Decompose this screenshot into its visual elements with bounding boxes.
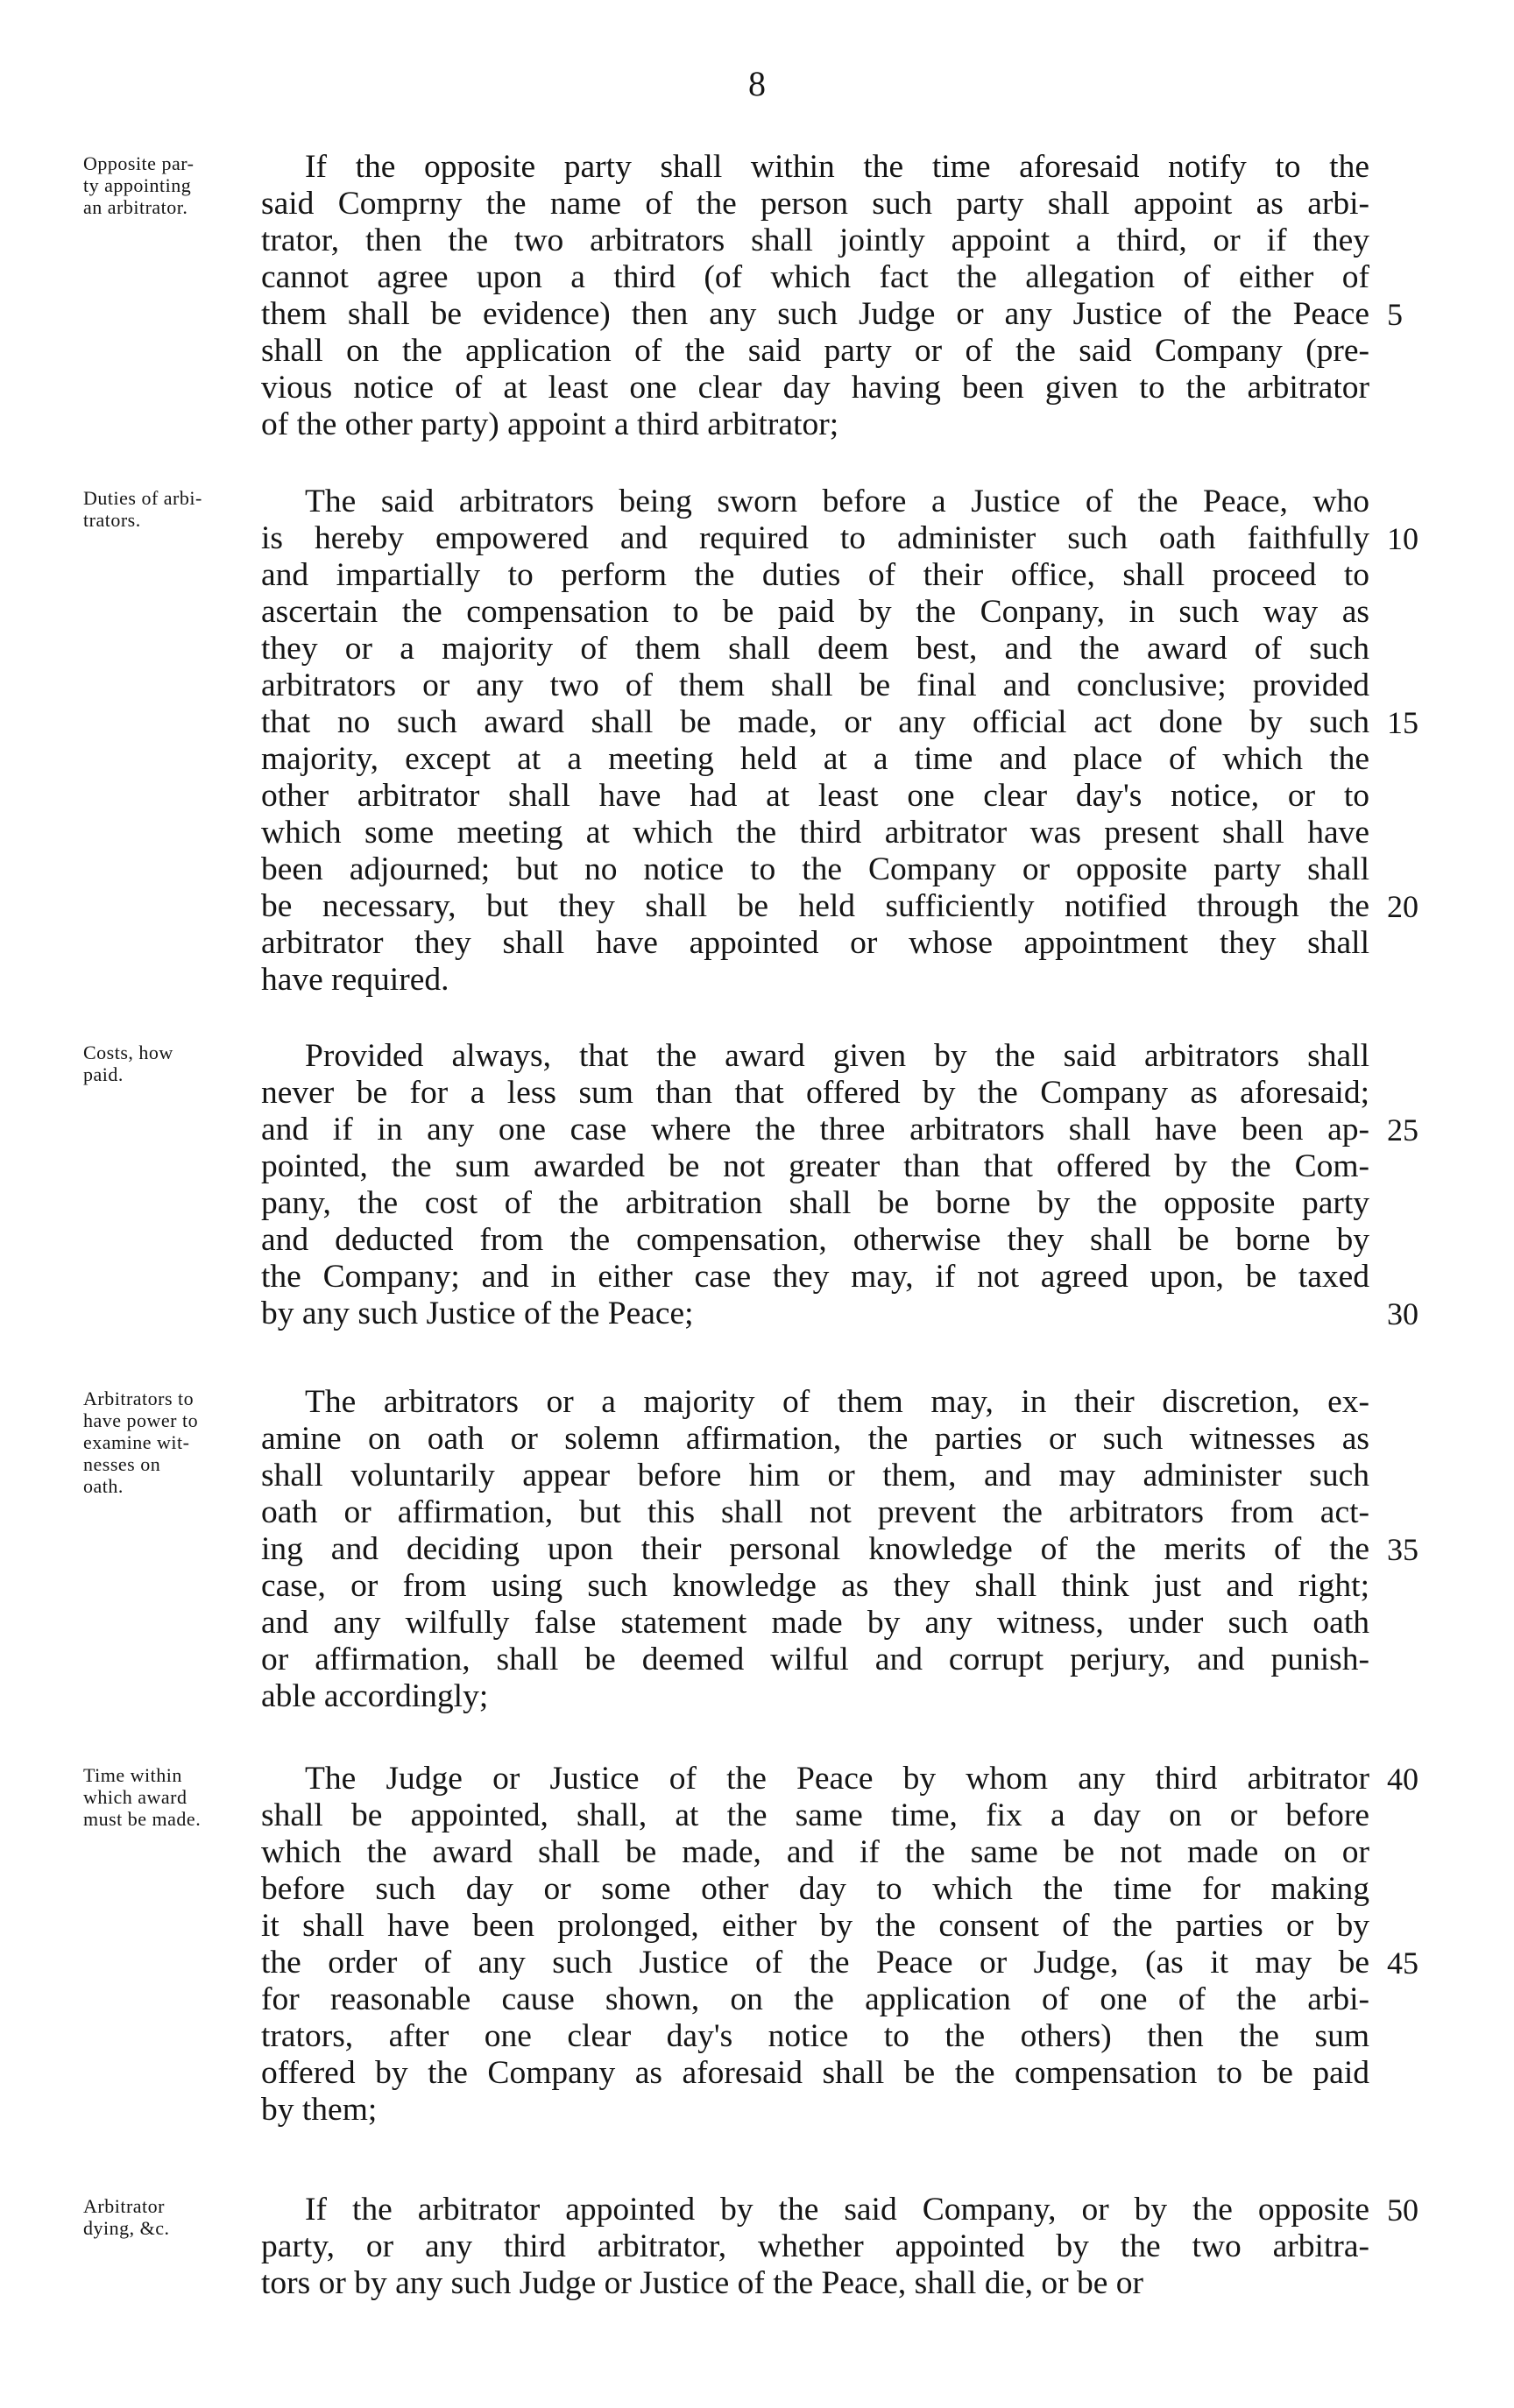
line-text: If the opposite party shall within the time aforesaid notify to the — [305, 149, 1369, 185]
text-line — [261, 2228, 1369, 2265]
text-line — [261, 667, 1369, 704]
marginal-note-line: Opposite par- — [83, 152, 195, 174]
marginal-note — [83, 1388, 258, 1497]
text-line — [261, 962, 1369, 999]
marginal-note — [83, 2195, 258, 2239]
line-text: or affirmation, shall be deemed wilful and corrupt perjury, and punish- — [261, 1642, 1369, 1677]
text-line — [261, 149, 1369, 186]
line-number: 15 — [1387, 705, 1418, 740]
text-line — [261, 704, 1418, 741]
line-text: that no such award shall be made, or any official act done by such — [261, 704, 1369, 740]
text-line — [261, 2018, 1369, 2055]
text-line — [261, 222, 1369, 259]
text-line — [261, 1222, 1369, 1259]
text-line — [261, 1531, 1418, 1568]
line-text: the Company; and in either case they may, if not agreed upon, be taxed — [261, 1259, 1369, 1295]
line-number: 20 — [1387, 889, 1418, 924]
line-text: and if in any one case where the three arbitrators shall have been ap- — [261, 1112, 1369, 1148]
line-text: by them; — [261, 2092, 378, 2128]
marginal-note-line: Duties of arbi- — [83, 487, 202, 509]
text-line — [261, 778, 1369, 815]
text-line — [261, 1296, 1418, 1332]
line-text: Provided always, that the award given by the said arbitrators shall — [305, 1038, 1369, 1074]
paragraph — [261, 1038, 1418, 1332]
text-line — [261, 1038, 1369, 1075]
text-line — [261, 1945, 1418, 1981]
text-line — [261, 631, 1369, 667]
text-line — [261, 484, 1369, 520]
line-text: arbitrators or any two of them shall be final and conclusive; provided — [261, 667, 1369, 703]
page-number: 8 — [748, 64, 766, 103]
text-line — [261, 333, 1369, 370]
line-text: If the arbitrator appointed by the said Company, or by the opposite — [305, 2192, 1369, 2228]
section — [0, 1038, 1514, 1332]
text-line — [261, 1642, 1369, 1678]
marginal-note-line: dying, &c. — [83, 2217, 170, 2239]
line-number: 10 — [1387, 521, 1418, 556]
text-line — [261, 741, 1369, 778]
section — [0, 484, 1514, 999]
line-text: been adjourned; but no notice to the Company or opposite party shall — [261, 851, 1369, 887]
line-text: ascertain the compensation to be paid by the Conpany, in such way as — [261, 594, 1369, 630]
text-line — [261, 1568, 1369, 1605]
text-line — [261, 1834, 1369, 1871]
paragraph — [261, 149, 1403, 443]
paragraph — [261, 484, 1418, 999]
marginal-note-line: have power to — [83, 1409, 199, 1431]
line-number: 35 — [1387, 1532, 1418, 1567]
text-line — [261, 1259, 1369, 1296]
line-text: The Judge or Justice of the Peace by whom any third arbitrator — [305, 1761, 1369, 1797]
text-line — [261, 815, 1369, 851]
line-text: and deducted from the compensation, otherwise they shall be borne by — [261, 1222, 1369, 1258]
text-line — [261, 2265, 1369, 2302]
line-text: trator, then the two arbitrators shall jointly appoint a third, or if they — [261, 222, 1369, 258]
line-text: never be for a less sum than that offered by the Company as aforesaid; — [261, 1075, 1369, 1111]
marginal-note-line: Costs, how — [83, 1042, 173, 1063]
text-line — [261, 1421, 1369, 1458]
section — [0, 149, 1514, 443]
text-line — [261, 1908, 1369, 1945]
section — [0, 2192, 1514, 2302]
marginal-note-line: oath. — [83, 1475, 124, 1497]
text-line — [261, 1458, 1369, 1494]
line-text: able accordingly; — [261, 1678, 489, 1714]
text-line — [261, 1494, 1369, 1531]
text-line — [261, 259, 1369, 296]
line-text: have required. — [261, 962, 449, 998]
text-line — [261, 888, 1418, 925]
line-text: tors or by any such Judge or Justice of the Peace, shall die, or be or — [261, 2265, 1144, 2301]
line-text: shall be appointed, shall, at the same time, fix a day on or before — [261, 1797, 1369, 1833]
line-number: 50 — [1387, 2193, 1418, 2228]
marginal-note-line: examine wit- — [83, 1431, 190, 1453]
line-text: by any such Justice of the Peace; — [261, 1296, 694, 1331]
line-number: 25 — [1387, 1112, 1418, 1148]
paragraph — [261, 2192, 1418, 2302]
marginal-note — [83, 487, 258, 531]
text-line — [261, 2055, 1369, 2092]
text-line — [261, 1148, 1369, 1185]
paragraph — [261, 1761, 1418, 2129]
text-line — [261, 1871, 1369, 1908]
line-text: for reasonable cause shown, on the application of one of the arbi- — [261, 1981, 1369, 2017]
section — [0, 1384, 1514, 1715]
line-text: case, or from using such knowledge as they shall think just and right; — [261, 1568, 1369, 1604]
text-line — [261, 925, 1369, 962]
text-line — [261, 1678, 1369, 1715]
line-text: arbitrator they shall have appointed or whose appointment they shall — [261, 925, 1369, 961]
marginal-note-line: Arbitrators to — [83, 1388, 195, 1409]
line-number: 5 — [1387, 297, 1403, 332]
paragraph — [261, 1384, 1418, 1715]
text-line — [261, 851, 1369, 888]
text-line — [261, 557, 1369, 594]
line-text: be necessary, but they shall be held sufficiently notified through the — [261, 888, 1369, 924]
line-text: which some meeting at which the third arbitrator was present shall have — [261, 815, 1369, 851]
line-text: pany, the cost of the arbitration shall be borne by the opposite party — [261, 1185, 1369, 1221]
text-line — [261, 1112, 1418, 1148]
marginal-note-line: paid. — [83, 1063, 124, 1085]
text-line — [261, 1075, 1369, 1112]
line-text: party, or any third arbitrator, whether appointed by the two arbitra- — [261, 2228, 1369, 2264]
marginal-note-line: Arbitrator — [83, 2195, 165, 2217]
line-text: is hereby empowered and required to administer such oath faithfully — [261, 520, 1369, 556]
line-number: 45 — [1387, 1945, 1418, 1981]
marginal-note-line: Time within — [83, 1764, 182, 1786]
line-text: The arbitrators or a majority of them may, in their discretion, ex- — [305, 1384, 1369, 1420]
line-text: which the award shall be made, and if the same be not made on or — [261, 1834, 1369, 1870]
line-text: trators, after one clear day's notice to the others) then the sum — [261, 2018, 1369, 2054]
line-text: of the other party) appoint a third arbitrator; — [261, 406, 839, 442]
line-text: the order of any such Justice of the Peace or Judge, (as it may be — [261, 1945, 1369, 1981]
section — [0, 1761, 1514, 2129]
marginal-note-line: must be made. — [83, 1808, 202, 1830]
line-text: oath or affirmation, but this shall not prevent the arbitrators from act- — [261, 1494, 1369, 1530]
marginal-note — [83, 152, 258, 218]
line-text: majority, except at a meeting held at a time and place of which the — [261, 741, 1369, 777]
marginal-note-line: an arbitrator. — [83, 196, 188, 218]
text-line — [261, 1384, 1369, 1421]
text-line — [261, 1761, 1418, 1797]
text-line — [261, 594, 1369, 631]
line-text: offered by the Company as aforesaid shall be the compensation to be paid — [261, 2055, 1369, 2091]
line-text: pointed, the sum awarded be not greater than that offered by the Com- — [261, 1148, 1369, 1184]
text-line — [261, 1605, 1369, 1642]
text-line — [261, 2092, 1369, 2129]
line-text: vious notice of at least one clear day having been given to the arbitrator — [261, 370, 1369, 406]
line-text: shall on the application of the said party or of the said Company (pre- — [261, 333, 1369, 369]
marginal-note-line: nesses on — [83, 1453, 161, 1475]
text-line — [261, 186, 1369, 222]
line-text: they or a majority of them shall deem best, and the award of such — [261, 631, 1369, 667]
line-number: 30 — [1387, 1296, 1418, 1331]
line-text: and any wilfully false statement made by any witness, under such oath — [261, 1605, 1369, 1641]
line-text: them shall be evidence) then any such Judge or any Justice of the Peace — [261, 296, 1369, 332]
line-text: cannot agree upon a third (of which fact the allegation of either of — [261, 259, 1369, 295]
line-text: before such day or some other day to which the time for making — [261, 1871, 1369, 1907]
text-line — [261, 296, 1403, 333]
line-text: other arbitrator shall have had at least one clear day's notice, or to — [261, 778, 1369, 814]
line-text: The said arbitrators being sworn before a Justice of the Peace, who — [305, 484, 1369, 519]
text-line — [261, 1797, 1369, 1834]
marginal-note-line: trators. — [83, 509, 141, 531]
line-text: shall voluntarily appear before him or them, and may administer such — [261, 1458, 1369, 1494]
line-number: 40 — [1387, 1762, 1418, 1797]
marginal-note — [83, 1764, 258, 1830]
text-line — [261, 406, 1369, 443]
text-line — [261, 370, 1369, 406]
line-text: ing and deciding upon their personal knowledge of the merits of the — [261, 1531, 1369, 1567]
line-text: amine on oath or solemn affirmation, the parties or such witnesses as — [261, 1421, 1369, 1457]
line-text: it shall have been prolonged, either by the consent of the parties or by — [261, 1908, 1369, 1944]
line-text: and impartially to perform the duties of their office, shall proceed to — [261, 557, 1369, 593]
marginal-note-line: which award — [83, 1786, 187, 1808]
text-line — [261, 1185, 1369, 1222]
marginal-note — [83, 1042, 258, 1085]
text-line — [261, 2192, 1418, 2228]
marginal-note-line: ty appointing — [83, 174, 192, 196]
text-line — [261, 520, 1418, 557]
text-line — [261, 1981, 1369, 2018]
line-text: said Comprny the name of the person such party shall appoint as arbi- — [261, 186, 1369, 222]
